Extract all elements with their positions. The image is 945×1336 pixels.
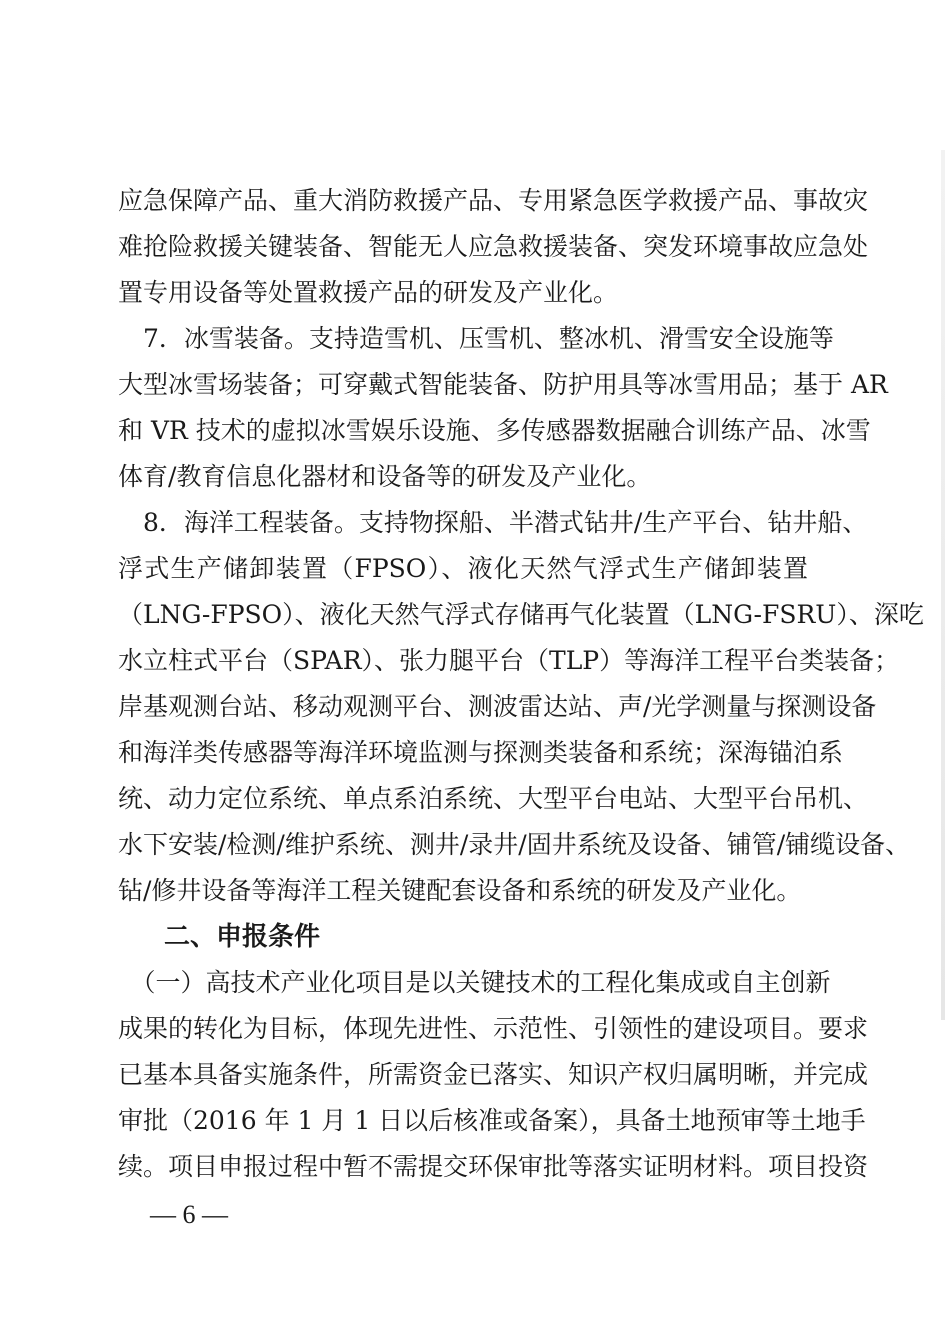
body-line: 难抢险救援关键装备、智能无人应急救援装备、突发环境事故应急处 [118, 232, 869, 261]
body-line: 水下安装/检测/维护系统、测井/录井/固井系统及设备、铺管/铺缆设备、 [118, 830, 911, 859]
body-line: 浮式生产储卸装置（FPSO）、液化天然气浮式生产储卸装置 [118, 554, 808, 583]
body-line: 统、动力定位系统、单点系泊系统、大型平台电站、大型平台吊机、 [118, 784, 869, 813]
body-line: （一）高技术产业化项目是以关键技术的工程化集成或自主创新 [118, 968, 831, 997]
scan-edge-shadow [941, 150, 945, 1020]
body-line: 应急保障产品、重大消防救援产品、专用紧急医学救援产品、事故灾 [118, 186, 869, 215]
body-line: 大型冰雪场装备；可穿戴式智能装备、防护用具等冰雪用品；基于 AR [118, 370, 888, 399]
body-line: 置专用设备等处置救援产品的研发及产业化。 [118, 278, 619, 307]
body-line: 岸基观测台站、移动观测平台、测波雷达站、声/光学测量与探测设备 [118, 692, 877, 721]
body-line: （LNG-FPSO）、液化天然气浮式存储再气化装置（LNG-FSRU）、深吃 [118, 600, 924, 629]
body-line: 体育/教育信息化器材和设备等的研发及产业化。 [118, 462, 652, 491]
body-line: 审批（2016 年 1 月 1 日以后核准或备案），具备土地预审等土地手 [118, 1106, 866, 1135]
body-line: 续。项目申报过程中暂不需提交环保审批等落实证明材料。项目投资 [118, 1152, 869, 1181]
body-line: 和 VR 技术的虚拟冰雪娱乐设施、多传感器数据融合训练产品、冰雪 [118, 416, 871, 445]
body-line: 钻/修井设备等海洋工程关键配套设备和系统的研发及产业化。 [118, 876, 802, 905]
page-number: — 6 — [150, 1200, 228, 1229]
body-line: 7．冰雪装备。支持造雪机、压雪机、整冰机、滑雪安全设施等 [118, 324, 834, 353]
body-line: 成果的转化为目标，体现先进性、示范性、引领性的建设项目。要求 [118, 1014, 869, 1043]
body-line: 已基本具备实施条件，所需资金已落实、知识产权归属明晰，并完成 [118, 1060, 869, 1089]
body-line: 和海洋类传感器等海洋环境监测与探测类装备和系统；深海锚泊系 [118, 738, 844, 767]
section-heading: 二、申报条件 [164, 922, 321, 952]
body-line: 8．海洋工程装备。支持物探船、半潜式钻井/生产平台、钻井船、 [118, 508, 868, 537]
body-line: 水立柱式平台（SPAR）、张力腿平台（TLP）等海洋工程平台类装备； [118, 646, 900, 675]
